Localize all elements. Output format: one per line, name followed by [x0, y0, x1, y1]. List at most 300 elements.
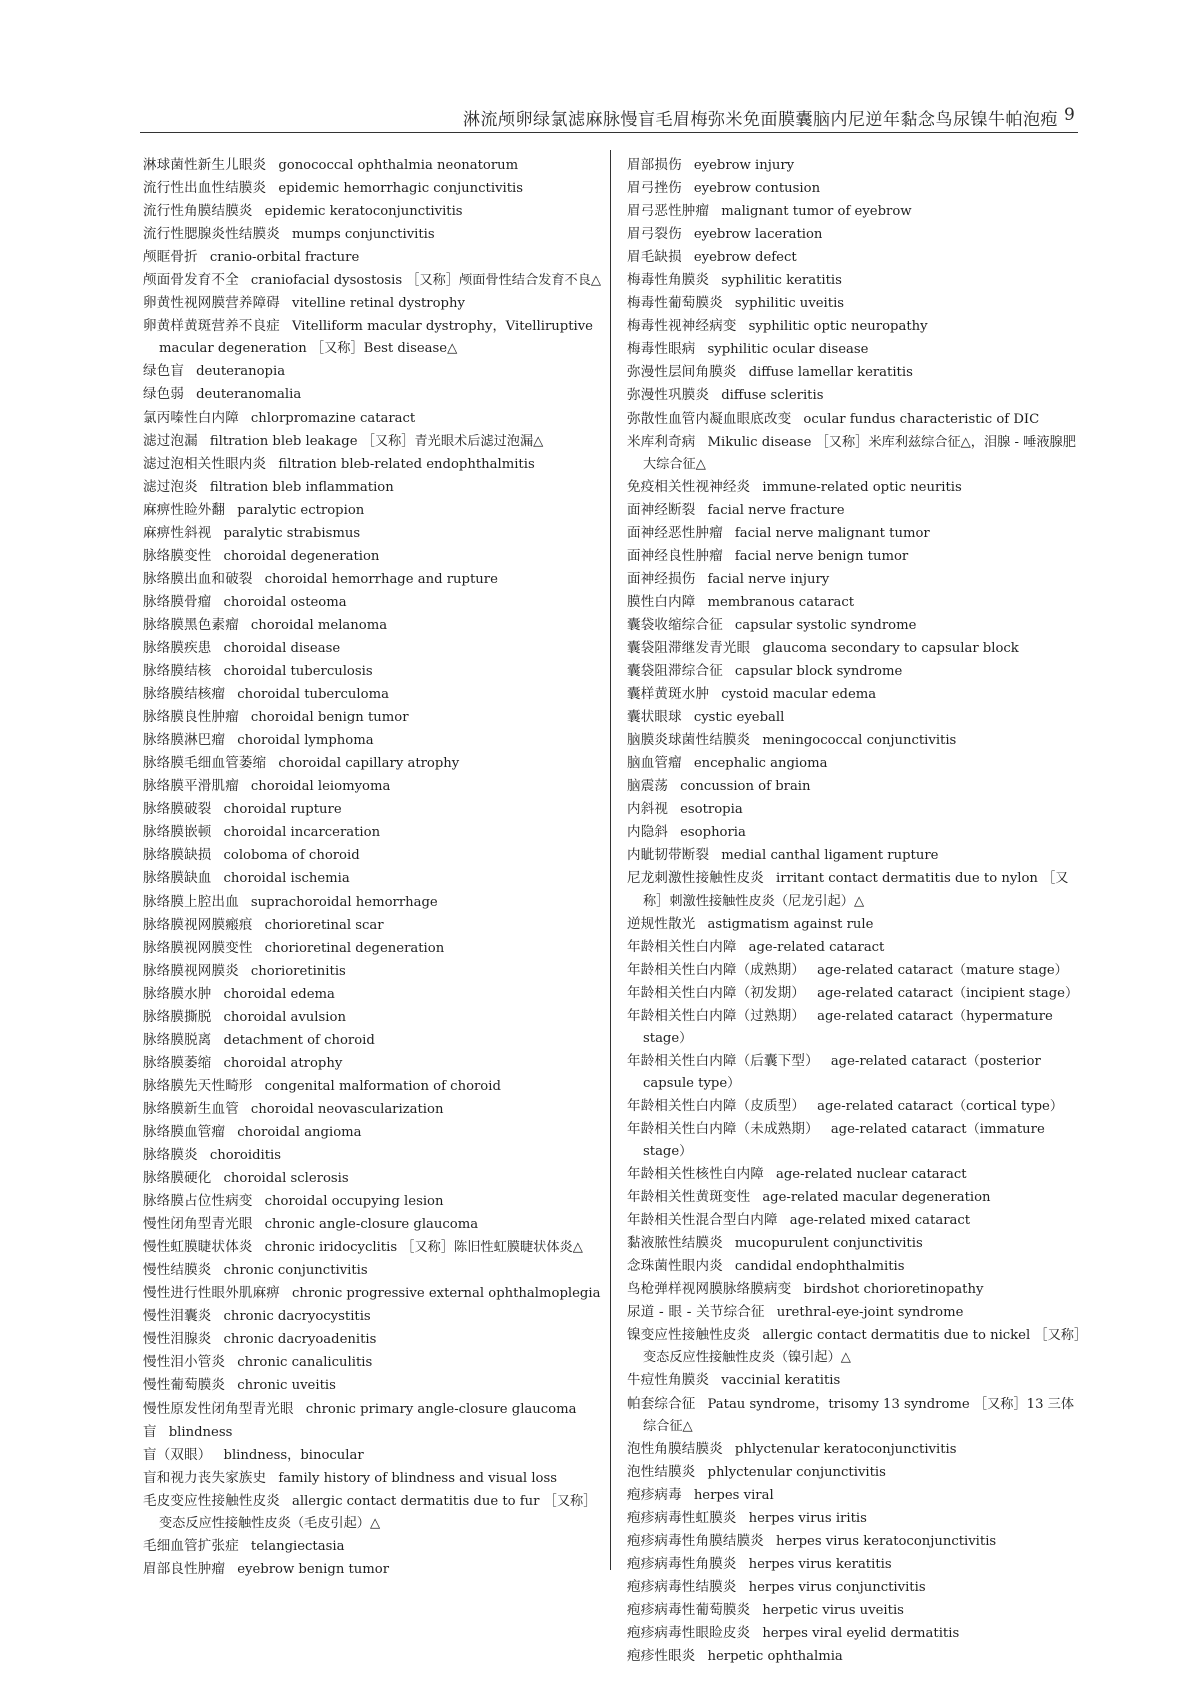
entry-term-zh: 疱疹病毒性虹膜炎: [627, 1509, 737, 1526]
entry-term-en: ocular fundus characteristic of DIC: [803, 411, 1040, 427]
glossary-entry: [143, 383, 603, 406]
glossary-entry: [143, 1213, 603, 1236]
entry-term-en: birdshot chorioretinopathy: [803, 1282, 984, 1298]
glossary-entry: [143, 798, 603, 821]
entry-term-zh: 麻痹性睑外翻: [143, 501, 226, 518]
entry-term-en: esophoria: [680, 825, 746, 841]
glossary-entry: [627, 683, 1087, 706]
entry-term-en: age-related cataract（mature stage）: [817, 962, 1068, 978]
glossary-entry: [627, 1393, 1087, 1438]
glossary-entry: [143, 499, 603, 522]
glossary-entry: [627, 1186, 1087, 1209]
entry-term-en: chronic conjunctivitis: [223, 1263, 368, 1279]
glossary-entry: [143, 706, 603, 729]
entry-term-en: herpes virus keratitis: [748, 1556, 892, 1572]
glossary-entry: [627, 1050, 1087, 1095]
entry-term-zh: 脉络膜结核瘤: [143, 686, 226, 703]
entry-term-en: choroidal rupture: [223, 802, 342, 818]
entry-term-en: chronic dacryoadenitis: [223, 1332, 377, 1348]
entry-term-zh: 脉络膜平滑肌瘤: [143, 778, 239, 795]
glossary-entry: [143, 1282, 603, 1305]
entry-term-zh: 年龄相关性混合型白内障: [627, 1212, 778, 1229]
entry-term-en: meningococcal conjunctivitis: [762, 733, 957, 749]
entry-term-zh: 卵黄样黄斑营养不良症: [143, 318, 280, 335]
glossary-entry: [143, 960, 603, 983]
glossary-entry: [143, 983, 603, 1006]
entry-term-zh: 泡性结膜炎: [627, 1463, 696, 1480]
entry-term-en: choroidal neovascularization: [250, 1101, 444, 1117]
glossary-entry: [143, 591, 603, 614]
glossary-entry: [143, 1006, 603, 1029]
entry-term-zh: 镍变应性接触性皮炎: [627, 1327, 751, 1344]
entry-term-zh: 脉络膜疾患: [143, 639, 212, 656]
entry-term-en: choroidal disease: [223, 640, 341, 656]
entry-term-zh: 脉络膜变性: [143, 547, 212, 564]
entry-term-zh: 年龄相关性白内障（成熟期）: [627, 961, 806, 978]
glossary-entry: [143, 545, 603, 568]
entry-term-zh: 慢性泪小管炎: [143, 1354, 226, 1371]
glossary-entry: [627, 798, 1087, 821]
entry-term-zh: 脉络膜出血和破裂: [143, 570, 253, 587]
glossary-entry: [143, 522, 603, 545]
glossary-entry: [143, 891, 603, 914]
entry-term-zh: 面神经断裂: [627, 501, 696, 518]
glossary-entry: [143, 246, 603, 269]
glossary-entry: [143, 1236, 603, 1259]
glossary-entry: [627, 1255, 1087, 1278]
entry-term-en: age-related cataract: [748, 939, 885, 955]
entry-term-zh: 尼龙刺激性接触性皮炎: [627, 870, 764, 887]
entry-term-zh: 年龄相关性黄斑变性: [627, 1189, 751, 1206]
entry-term-en: choroiditis: [209, 1148, 282, 1164]
entry-term-zh: 米库利奇病: [627, 433, 696, 450]
entry-term-en: syphilitic keratitis: [721, 273, 842, 289]
entry-term-en: coloboma of choroid: [223, 848, 360, 864]
entry-term-zh: 弥散性血管内凝血眼底改变: [627, 410, 792, 427]
entry-term-en: urethral-eye-joint syndrome: [776, 1305, 964, 1321]
entry-term-en: eyebrow contusion: [693, 181, 821, 197]
glossary-entry: [627, 499, 1087, 522]
entry-term-en: encephalic angioma: [693, 756, 828, 772]
entry-term-en: phlyctenular keratoconjunctivitis: [734, 1441, 957, 1457]
entry-term-en: chorioretinitis: [250, 963, 346, 979]
entry-term-zh: 脉络膜脱离: [143, 1031, 212, 1048]
entry-term-zh: 囊袋收缩综合征: [627, 616, 723, 633]
glossary-entry: [627, 1163, 1087, 1186]
entry-term-zh: 囊状眼球: [627, 709, 682, 726]
glossary-entry: [627, 1507, 1087, 1530]
entry-term-en: choroidal hemorrhage and rupture: [264, 571, 498, 587]
entry-term-zh: 脑膜炎球菌性结膜炎: [627, 732, 751, 749]
entry-term-en: epidemic hemorrhagic conjunctivitis: [278, 181, 524, 197]
entry-term-en: detachment of choroid: [223, 1032, 375, 1048]
entry-term-zh: 颅眶骨折: [143, 249, 198, 266]
entry-term-zh: 囊样黄斑水肿: [627, 686, 710, 703]
entry-term-en: gonococcal ophthalmia neonatorum: [278, 158, 519, 173]
entry-term-zh: 年龄相关性白内障（后囊下型）: [627, 1052, 819, 1069]
glossary-entry: [627, 568, 1087, 591]
entry-term-en: choroidal avulsion: [223, 1009, 346, 1025]
glossary-entry: [627, 913, 1087, 936]
entry-term-en: choroidal leiomyoma: [250, 779, 391, 795]
entry-term-zh: 内眦韧带断裂: [627, 847, 710, 864]
glossary-entry: [627, 315, 1087, 338]
entry-term-en: chronic uveitis: [237, 1378, 336, 1394]
glossary-entry: [143, 1535, 603, 1558]
glossary-entry: [627, 200, 1087, 223]
glossary-entry: [143, 821, 603, 844]
entry-term-en: mucopurulent conjunctivitis: [734, 1236, 923, 1252]
entry-term-zh: 弥漫性层间角膜炎: [627, 364, 737, 381]
glossary-entry: [627, 775, 1087, 798]
entry-term-en: Vitelliform macular dystrophy，Vitelliruptive macular degeneration ［又称］Best disease△: [159, 319, 593, 357]
entry-term-en: herpes virus iritis: [748, 1510, 867, 1526]
entry-term-zh: 梅毒性眼病: [627, 341, 696, 358]
glossary-entry: [143, 1305, 603, 1328]
glossary-entry: [143, 568, 603, 591]
entry-term-en: facial nerve benign tumor: [734, 548, 909, 564]
glossary-entry: [143, 360, 603, 383]
entry-term-zh: 脉络膜撕脱: [143, 1008, 212, 1025]
glossary-entry: [627, 959, 1087, 982]
entry-term-zh: 脉络膜炎: [143, 1147, 198, 1164]
glossary-entry: [143, 1075, 603, 1098]
entry-term-en: chronic progressive external ophthalmoplegia: [292, 1286, 601, 1302]
entry-term-zh: 脉络膜上腔出血: [143, 893, 239, 910]
entry-term-en: mumps conjunctivitis: [292, 227, 435, 243]
entry-term-en: vaccinial keratitis: [721, 1373, 841, 1389]
glossary-entry: [143, 1421, 603, 1444]
entry-term-zh: 脉络膜黑色素瘤: [143, 616, 239, 633]
glossary-entry: [143, 154, 603, 177]
entry-term-en: capsular systolic syndrome: [734, 617, 917, 633]
entry-term-zh: 眉弓挫伤: [627, 180, 682, 197]
entry-term-en: choroidal lymphoma: [237, 733, 374, 749]
entry-term-en: Patau syndrome，trisomy 13 syndrome ［又称］13 三体综合征△: [643, 1396, 1075, 1434]
glossary-entry: [143, 1374, 603, 1397]
entry-term-en: vitelline retinal dystrophy: [292, 296, 465, 312]
entry-term-zh: 年龄相关性白内障: [627, 938, 737, 955]
entry-term-zh: 牛痘性角膜炎: [627, 1372, 710, 1389]
glossary-entry: [143, 223, 603, 246]
glossary-entry: [143, 1167, 603, 1190]
entry-term-en: choroidal benign tumor: [250, 710, 409, 726]
header-rule: [140, 132, 1078, 133]
entry-term-zh: 鸟枪弹样视网膜脉络膜病变: [627, 1281, 792, 1298]
glossary-entry: [627, 614, 1087, 637]
glossary-entry: [143, 1144, 603, 1167]
entry-term-zh: 眉弓裂伤: [627, 226, 682, 243]
glossary-entry: [627, 292, 1087, 315]
glossary-entry: [143, 1052, 603, 1075]
glossary-entry: [627, 1622, 1087, 1645]
entry-term-zh: 脑血管瘤: [627, 755, 682, 772]
entry-term-zh: 疱疹病毒性角膜结膜炎: [627, 1532, 764, 1549]
glossary-entry: [627, 177, 1087, 200]
entry-term-en: cystic eyeball: [693, 710, 785, 726]
entry-term-en: herpes virus conjunctivitis: [748, 1579, 926, 1595]
entry-term-en: capsular block syndrome: [734, 664, 903, 680]
entry-term-en: chronic primary angle-closure glaucoma: [305, 1401, 577, 1417]
glossary-entry: [627, 867, 1087, 912]
glossary-entry: [627, 338, 1087, 361]
entry-term-en: facial nerve fracture: [707, 502, 845, 518]
entry-term-zh: 脉络膜水肿: [143, 985, 212, 1002]
glossary-entry: [143, 315, 603, 360]
entry-term-en: herpes virus keratoconjunctivitis: [776, 1533, 997, 1549]
glossary-entry: [143, 614, 603, 637]
glossary-entry: [143, 660, 603, 683]
entry-term-zh: 慢性泪囊炎: [143, 1308, 212, 1325]
entry-term-en: eyebrow injury: [693, 158, 795, 173]
entry-term-en: eyebrow laceration: [693, 227, 823, 243]
entry-term-zh: 免疫相关性视神经炎: [627, 478, 751, 495]
glossary-entry: [627, 269, 1087, 292]
entry-term-en: craniofacial dysostosis ［又称］颅面骨性结合发育不良△: [250, 273, 602, 289]
entry-term-zh: 麻痹性斜视: [143, 524, 212, 541]
glossary-entry: [143, 1467, 603, 1490]
entry-term-en: filtration bleb inflammation: [209, 479, 394, 495]
entry-term-en: chronic canaliculitis: [237, 1355, 373, 1371]
entry-term-zh: 盲和视力丧失家族史: [143, 1469, 267, 1486]
entry-term-en: eyebrow benign tumor: [237, 1561, 390, 1577]
entry-term-en: suprachoroidal hemorrhage: [250, 894, 438, 910]
entry-term-zh: 眉毛缺损: [627, 249, 682, 266]
entry-term-zh: 脉络膜占位性病变: [143, 1193, 253, 1210]
entry-term-zh: 慢性闭角型青光眼: [143, 1216, 253, 1233]
entry-term-zh: 绿色盲: [143, 363, 185, 380]
entry-term-en: irritant contact dermatitis due to nylon ［又称］刺激性接触性皮炎（尼龙引起）△: [643, 871, 1069, 909]
glossary-entry: [627, 1576, 1087, 1599]
entry-term-en: epidemic keratoconjunctivitis: [264, 204, 463, 220]
glossary-entry: [627, 752, 1087, 775]
entry-term-zh: 慢性虹膜睫状体炎: [143, 1239, 253, 1256]
entry-term-en: congenital malformation of choroid: [264, 1078, 501, 1094]
entry-term-zh: 内隐斜: [627, 824, 669, 841]
entry-term-zh: 疱疹病毒性角膜炎: [627, 1555, 737, 1572]
glossary-entry: [143, 775, 603, 798]
entry-term-en: chlorpromazine cataract: [250, 410, 416, 426]
glossary-entry: [143, 1444, 603, 1467]
entry-term-zh: 脉络膜缺血: [143, 870, 212, 887]
entry-term-en: deuteranomalia: [196, 387, 302, 403]
entry-term-en: candidal endophthalmitis: [734, 1259, 905, 1275]
entry-term-zh: 流行性角膜结膜炎: [143, 203, 253, 220]
glossary-entry: [627, 1369, 1087, 1392]
entry-term-zh: 年龄相关性核性白内障: [627, 1166, 764, 1183]
entry-term-en: chronic angle-closure glaucoma: [264, 1217, 479, 1233]
entry-term-en: choroidal ischemia: [223, 871, 350, 887]
glossary-entry: [627, 1324, 1087, 1369]
entry-term-zh: 脉络膜新生血管: [143, 1100, 239, 1117]
entry-term-en: age-related cataract（cortical type）: [817, 1098, 1064, 1114]
entry-term-en: choroidal incarceration: [223, 825, 381, 841]
entry-term-zh: 眉部良性肿瘤: [143, 1560, 226, 1577]
entry-term-zh: 流行性出血性结膜炎: [143, 180, 267, 197]
entry-term-zh: 疱疹病毒性眼睑皮炎: [627, 1625, 751, 1641]
entry-term-zh: 念珠菌性眼内炎: [627, 1258, 723, 1275]
entry-term-en: facial nerve malignant tumor: [734, 525, 930, 541]
glossary-entry: [627, 844, 1087, 867]
entry-term-zh: 脉络膜视网膜瘢痕: [143, 916, 253, 933]
glossary-entry: [143, 200, 603, 223]
entry-term-en: chorioretinal degeneration: [264, 940, 445, 956]
glossary-entry: [143, 1121, 603, 1144]
entry-term-en: blindness: [168, 1424, 233, 1440]
entry-term-zh: 慢性葡萄膜炎: [143, 1377, 226, 1394]
entry-term-zh: 慢性进行性眼外肌麻痹: [143, 1285, 280, 1302]
glossary-entry: [143, 1098, 603, 1121]
glossary-entry: [627, 545, 1087, 568]
glossary-entry: [627, 408, 1087, 431]
entry-term-zh: 眉部损伤: [627, 157, 682, 173]
glossary-entry: [143, 1558, 603, 1581]
page-number: 9: [1064, 105, 1075, 125]
glossary-entry: [627, 821, 1087, 844]
entry-term-zh: 疱疹性眼炎: [627, 1648, 696, 1665]
glossary-entry: [143, 407, 603, 430]
entry-term-zh: 梅毒性视神经病变: [627, 318, 737, 335]
glossary-entry: [143, 476, 603, 499]
entry-term-en: syphilitic optic neuropathy: [748, 319, 928, 335]
entry-term-en: filtration bleb leakage ［又称］青光眼术后滤过泡漏△: [209, 433, 544, 449]
entry-term-zh: 面神经良性肿瘤: [627, 547, 723, 564]
entry-term-en: telangiectasia: [250, 1538, 345, 1554]
entry-term-en: chorioretinal scar: [264, 917, 384, 933]
entry-term-zh: 尿道 - 眼 - 关节综合征: [627, 1304, 765, 1321]
glossary-entry: [627, 476, 1087, 499]
glossary-entry: [143, 914, 603, 937]
entry-term-en: phlyctenular conjunctivitis: [707, 1464, 886, 1480]
glossary-entry: [143, 430, 603, 453]
entry-term-en: diffuse scleritis: [721, 388, 824, 404]
glossary-entry: [143, 637, 603, 660]
glossary-entry: [627, 154, 1087, 177]
glossary-entry: [143, 752, 603, 775]
glossary-entry: [627, 522, 1087, 545]
glossary-entry: [627, 1530, 1087, 1553]
entry-term-en: choroidal occupying lesion: [264, 1194, 444, 1210]
entry-term-en: choroidal melanoma: [250, 617, 388, 633]
glossary-entry: [143, 1029, 603, 1052]
entry-term-en: concussion of brain: [680, 779, 811, 795]
entry-term-zh: 囊袋阻滞综合征: [627, 663, 723, 680]
entry-term-en: age-related nuclear cataract: [776, 1167, 967, 1183]
column-divider: [610, 150, 611, 1570]
left-column: [143, 154, 603, 1581]
entry-term-zh: 流行性腮腺炎性结膜炎: [143, 226, 280, 243]
entry-term-zh: 面神经恶性肿瘤: [627, 524, 723, 541]
entry-term-en: membranous cataract: [707, 594, 855, 610]
glossary-entry: [627, 1461, 1087, 1484]
entry-term-en: malignant tumor of eyebrow: [721, 204, 912, 220]
entry-term-en: filtration bleb-related endophthalmitis: [278, 456, 535, 472]
glossary-entry: [143, 844, 603, 867]
entry-term-zh: 囊袋阻滞继发青光眼: [627, 639, 751, 656]
entry-term-zh: 慢性原发性闭角型青光眼: [143, 1400, 294, 1417]
entry-term-en: family history of blindness and visual loss: [278, 1470, 558, 1486]
glossary-entry: [627, 1095, 1087, 1118]
entry-term-zh: 弥漫性巩膜炎: [627, 387, 710, 404]
entry-term-en: choroidal capillary atrophy: [278, 756, 460, 772]
entry-term-en: choroidal sclerosis: [223, 1171, 349, 1187]
entry-term-zh: 眉弓恶性肿瘤: [627, 203, 710, 220]
entry-term-zh: 慢性泪腺炎: [143, 1331, 212, 1348]
entry-term-zh: 年龄相关性白内障（过熟期）: [627, 1007, 806, 1024]
entry-term-en: choroidal degeneration: [223, 548, 380, 564]
entry-term-zh: 脉络膜毛细血管萎缩: [143, 755, 267, 772]
entry-term-zh: 毛细血管扩张症: [143, 1537, 239, 1554]
entry-term-en: chronic dacryocystitis: [223, 1309, 371, 1325]
entry-term-en: syphilitic ocular disease: [707, 342, 869, 358]
glossary-entry: [627, 431, 1087, 476]
entry-term-zh: 脑震荡: [627, 778, 669, 795]
entry-term-en: chronic iridocyclitis ［又称］陈旧性虹膜睫状体炎△: [264, 1240, 583, 1256]
entry-term-en: glaucoma secondary to capsular block: [762, 640, 1019, 656]
entry-term-en: deuteranopia: [196, 364, 286, 380]
entry-term-en: facial nerve injury: [707, 571, 830, 587]
entry-term-zh: 疱疹病毒性葡萄膜炎: [627, 1601, 751, 1618]
glossary-entry: [627, 1484, 1087, 1507]
glossary-entry: [627, 706, 1087, 729]
glossary-entry: [627, 361, 1087, 384]
entry-term-zh: 绿色弱: [143, 386, 185, 403]
entry-term-en: choroidal edema: [223, 986, 335, 1002]
entry-term-en: choroidal tuberculosis: [223, 664, 373, 680]
entry-term-zh: 盲（双眼）: [143, 1446, 212, 1463]
glossary-entry: [627, 982, 1087, 1005]
entry-term-zh: 滤过泡漏: [143, 432, 198, 449]
right-column: [627, 154, 1087, 1668]
entry-term-en: choroidal angioma: [237, 1124, 362, 1140]
entry-term-zh: 年龄相关性白内障（初发期）: [627, 984, 806, 1001]
entry-term-zh: 脉络膜淋巴瘤: [143, 732, 226, 749]
glossary-entry: [627, 1118, 1087, 1163]
entry-term-en: age-related mixed cataract: [789, 1213, 971, 1229]
entry-term-en: allergic contact dermatitis due to nickel ［又称］变态反应性接触性皮炎（镍引起）△: [643, 1328, 1081, 1366]
entry-term-zh: 脉络膜结核: [143, 663, 212, 680]
entry-term-en: eyebrow defect: [693, 250, 797, 266]
glossary-entry: [627, 384, 1087, 407]
entry-term-en: allergic contact dermatitis due to fur ［又称］变态反应性接触性皮炎（毛皮引起）△: [159, 1493, 597, 1531]
glossary-entry: [143, 1190, 603, 1213]
glossary-entry: [627, 1645, 1087, 1668]
glossary-entry: [627, 1301, 1087, 1324]
entry-term-zh: 脉络膜视网膜变性: [143, 939, 253, 956]
entry-term-en: paralytic ectropion: [237, 502, 365, 518]
entry-term-zh: 脉络膜血管瘤: [143, 1123, 226, 1140]
glossary-entry: [143, 683, 603, 706]
glossary-entry: [143, 729, 603, 752]
entry-term-zh: 颅面骨发育不全: [143, 272, 239, 289]
entry-term-zh: 毛皮变应性接触性皮炎: [143, 1492, 280, 1509]
entry-term-en: choroidal tuberculoma: [237, 687, 389, 703]
entry-term-en: cranio-orbital fracture: [209, 250, 360, 266]
glossary-entry: [627, 591, 1087, 614]
entry-term-zh: 疱疹病毒: [627, 1486, 682, 1503]
entry-term-en: cystoid macular edema: [721, 687, 877, 703]
entry-term-en: immune-related optic neuritis: [762, 479, 962, 495]
glossary-entry: [143, 1398, 603, 1421]
entry-term-zh: 滤过泡相关性眼内炎: [143, 455, 267, 472]
glossary-entry: [627, 936, 1087, 959]
entry-term-zh: 脉络膜萎缩: [143, 1054, 212, 1071]
entry-term-zh: 面神经损伤: [627, 570, 696, 587]
entry-term-en: Mikulic disease ［又称］米库利兹综合征△，泪腺 - 唾液腺肥大综合征△: [643, 434, 1076, 472]
glossary-entry: [143, 1351, 603, 1374]
glossary-entry: [143, 453, 603, 476]
entry-term-en: choroidal atrophy: [223, 1055, 343, 1071]
